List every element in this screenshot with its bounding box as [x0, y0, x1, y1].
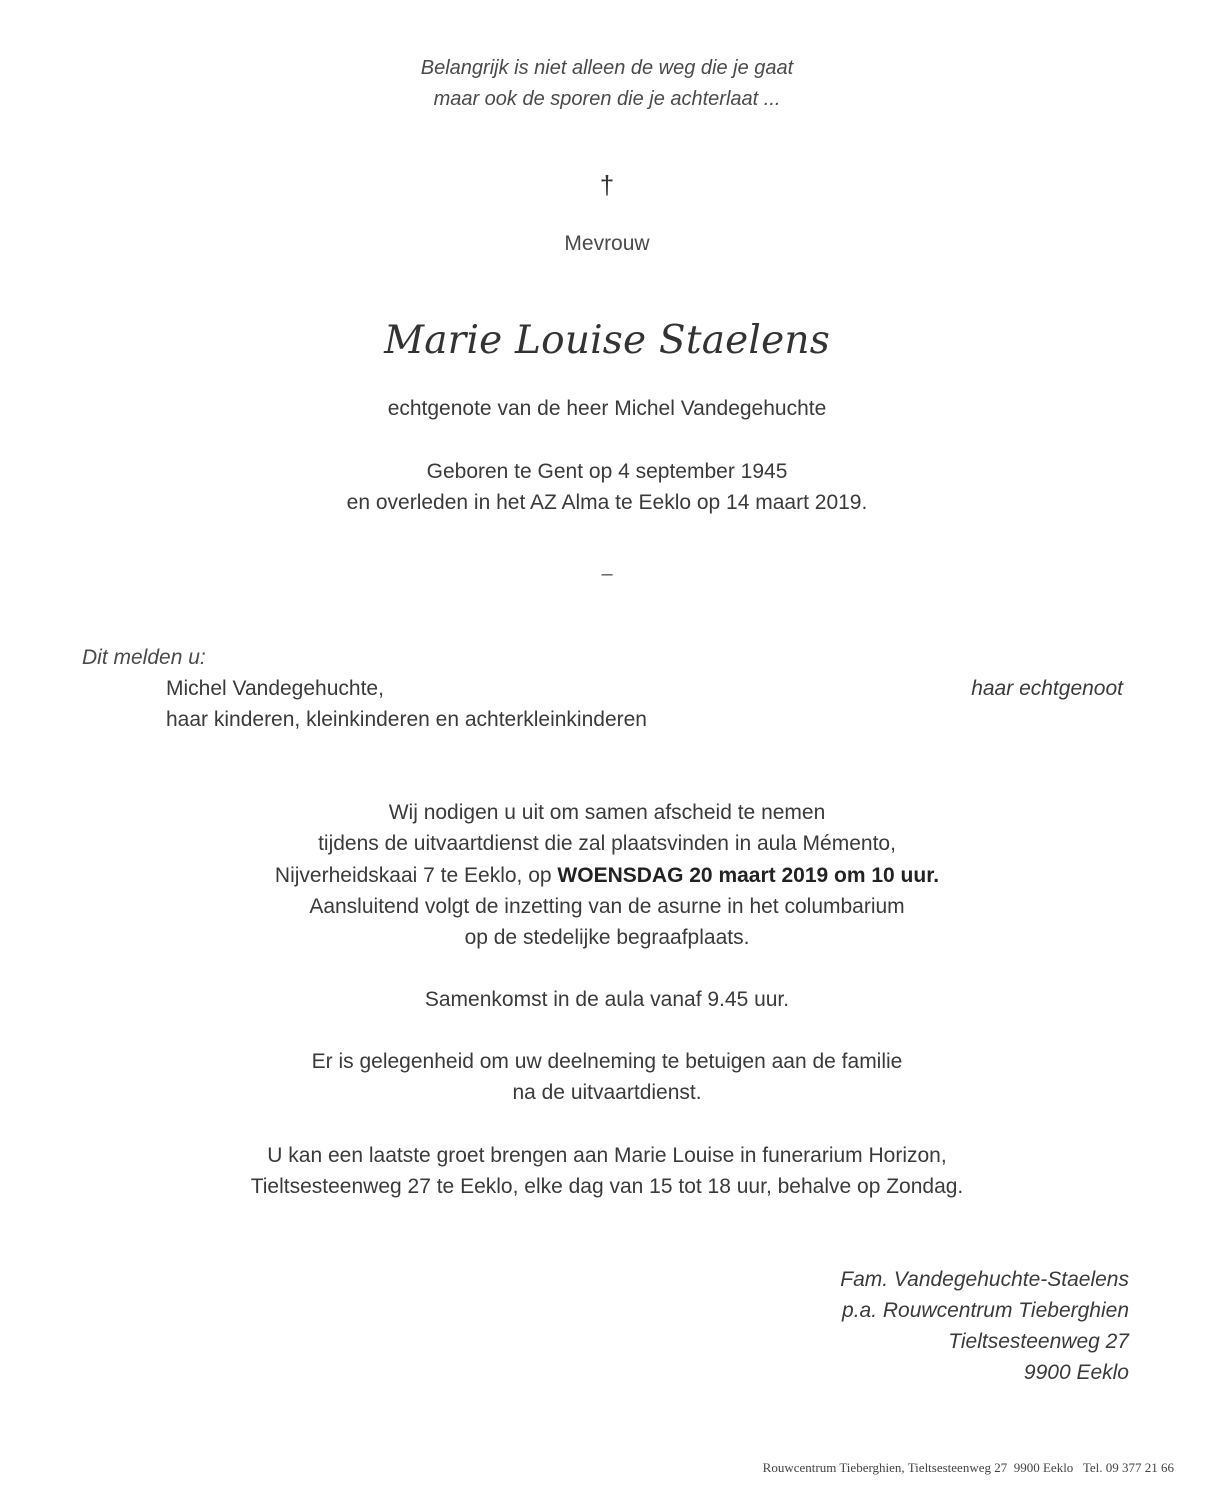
- signature-line-2: p.a. Rouwcentrum Tieberghien: [842, 1299, 1129, 1322]
- funeral-home-footer: Rouwcentrum Tieberghien, Tieltsesteenweg 27 9900 Eeklo Tel. 09 377 21 66: [762, 1460, 1174, 1475]
- service-invitation: [0, 797, 1214, 953]
- birth-death-dates: [0, 456, 1214, 518]
- service-line-3: [0, 860, 1214, 891]
- service-line-2: tijdens de uitvaartdienst die zal plaatsvinden in aula Mémento,: [318, 832, 896, 856]
- condolence-info: [0, 1046, 1214, 1108]
- service-location: Nijverheidskaai 7 te Eeklo, op: [274, 863, 558, 887]
- signature-line-3: Tieltsesteenweg 27: [948, 1330, 1129, 1353]
- cross-icon: †: [599, 170, 615, 200]
- signature-line-4: 9900 Eeklo: [1023, 1361, 1129, 1384]
- service-line-4: Aansluitend volgt de inzetting van de asurne in het columbarium: [309, 894, 905, 918]
- birth-line: Geboren te Gent op 4 september 1945: [426, 460, 788, 483]
- deceased-name: Marie Louise Staelens: [384, 318, 830, 363]
- service-date: WOENSDAG 20 maart 2019 om 10 uur.: [557, 863, 940, 887]
- spouse-line: echtgenote van de heer Michel Vandegehuchte: [387, 397, 827, 420]
- service-line-5: op de stedelijke begraafplaats.: [464, 926, 750, 950]
- visitation-info: [0, 1140, 1214, 1202]
- announcement-label: Dit melden u:: [82, 646, 206, 669]
- signature-line-1: Fam. Vandegehuchte-Staelens: [840, 1268, 1129, 1291]
- family-relation: haar echtgenoot: [971, 677, 1123, 700]
- condolence-line-1: Er is gelegenheid om uw deelneming te betuigen aan de familie: [311, 1050, 903, 1073]
- family-line-children: haar kinderen, kleinkinderen en achterkleinkinderen: [166, 708, 647, 731]
- family-signature: [840, 1264, 1129, 1388]
- death-line: en overleden in het AZ Alma te Eeklo op 14 maart 2019.: [346, 491, 868, 514]
- gathering-time: Samenkomst in de aula vanaf 9.45 uur.: [424, 988, 790, 1011]
- separator-dash: –: [601, 563, 613, 585]
- visit-line-1: U kan een laatste groet brengen aan Marie Louise in funerarium Horizon,: [267, 1144, 947, 1167]
- salutation: Mevrouw: [564, 232, 650, 255]
- opening-quote: [0, 53, 1214, 115]
- quote-line-1: Belangrijk is niet alleen de weg die je gaat: [420, 57, 794, 79]
- family-line-spouse: Michel Vandegehuchte,: [166, 677, 384, 700]
- quote-line-2: maar ook de sporen die je achterlaat ...: [433, 88, 781, 110]
- condolence-line-2: na de uitvaartdienst.: [512, 1081, 702, 1104]
- visit-line-2: Tieltsesteenweg 27 te Eeklo, elke dag van 15 tot 18 uur, behalve op Zondag.: [250, 1175, 964, 1198]
- service-line-1: Wij nodigen u uit om samen afscheid te nemen: [388, 801, 826, 824]
